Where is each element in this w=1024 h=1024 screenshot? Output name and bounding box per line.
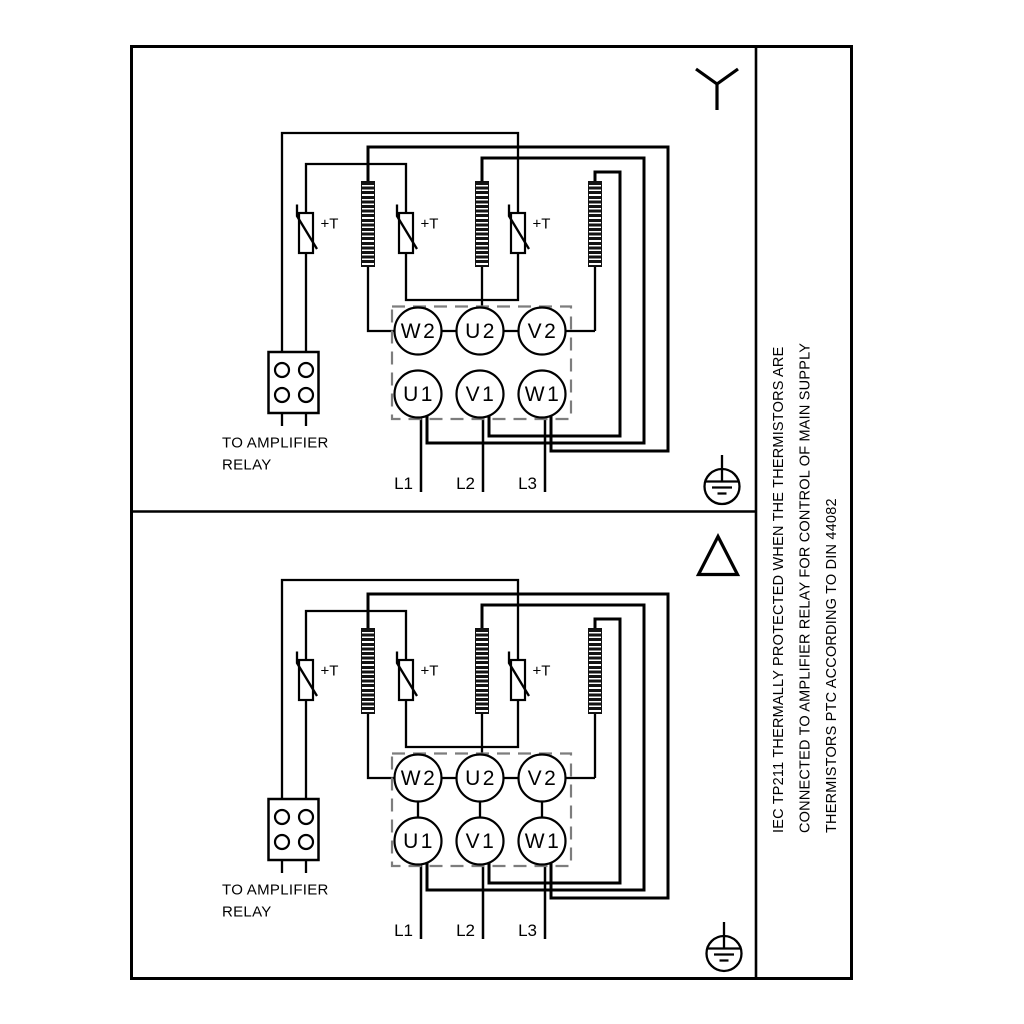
relay-contact	[275, 363, 289, 377]
star-icon	[696, 69, 738, 110]
thermistor-1	[297, 205, 338, 254]
supply-label-l3: L3	[518, 921, 537, 940]
terminal-v1	[457, 371, 504, 418]
ground-icon	[705, 455, 740, 504]
terminal-label: U2	[465, 767, 497, 790]
wire-thermistor2-thermistor3	[406, 253, 518, 300]
supply-label-l3: L3	[518, 474, 537, 493]
side-note-line1: IEC TP211 THERMALLY PROTECTED WHEN THE THERMISTORS ARE	[771, 346, 787, 833]
thermistor-label: +T	[532, 662, 551, 680]
terminal-label: V1	[465, 830, 497, 853]
relay-caption-line2: RELAY	[222, 903, 272, 921]
terminal-label: V2	[527, 767, 559, 790]
thermistor-label: +T	[320, 662, 339, 680]
terminal-v2	[519, 755, 566, 802]
thermistor-2	[397, 205, 438, 254]
side-note-line3: THERMISTORS PTC ACCORDING TO DIN 44082	[824, 498, 840, 833]
terminal-w1	[519, 371, 566, 418]
terminal-w2	[395, 308, 442, 355]
thermistor-3	[509, 652, 550, 701]
winding-coil-1	[361, 628, 375, 714]
delta-panel	[222, 537, 742, 972]
winding-coil-2	[475, 181, 489, 267]
side-note-line2: CONNECTED TO AMPLIFIER RELAY FOR CONTROL OF MAIN SUPPLY	[797, 342, 814, 833]
terminal-label: U1	[403, 830, 435, 853]
wire-thermistor2-thermistor3	[406, 700, 518, 747]
terminal-label: V2	[527, 320, 559, 343]
relay-contact-block	[269, 352, 319, 413]
relay-caption-line2: RELAY	[222, 456, 272, 474]
relay-contact	[299, 810, 313, 824]
winding-coil-3	[588, 181, 602, 267]
relay-lead-stubs	[282, 413, 306, 426]
wire-thermistor1-thermistor2	[306, 164, 406, 213]
terminal-label: W1	[524, 383, 562, 406]
relay-box	[269, 352, 319, 413]
supply-label-l1: L1	[394, 474, 413, 493]
relay-caption-line1: TO AMPLIFIER	[222, 434, 329, 452]
winding-coil-2	[475, 628, 489, 714]
terminal-u2	[457, 755, 504, 802]
terminal-label: V1	[465, 383, 497, 406]
winding-coil-3	[588, 628, 602, 714]
relay-contact	[299, 835, 313, 849]
relay-contact	[275, 810, 289, 824]
relay-contact	[275, 835, 289, 849]
relay-contact-block	[269, 799, 319, 860]
terminal-v1	[457, 818, 504, 865]
terminal-label: U1	[403, 383, 435, 406]
terminal-label: W1	[524, 830, 562, 853]
relay-box	[269, 799, 319, 860]
terminal-u1	[395, 371, 442, 418]
wire-thermistor1-thermistor2	[306, 611, 406, 660]
relay-contact	[299, 388, 313, 402]
delta-icon	[699, 537, 738, 575]
supply-label-l2: L2	[456, 921, 475, 940]
thermistor-label: +T	[320, 215, 339, 233]
supply-label-l1: L1	[394, 921, 413, 940]
terminal-u2	[457, 308, 504, 355]
relay-contact	[299, 363, 313, 377]
delta-triangle	[699, 537, 738, 575]
terminal-label: W2	[400, 767, 438, 790]
terminal-w2	[395, 755, 442, 802]
thermistor-label: +T	[532, 215, 551, 233]
relay-contact	[275, 388, 289, 402]
thermistor-label: +T	[420, 215, 439, 233]
supply-label-l2: L2	[456, 474, 475, 493]
thermistor-3	[509, 205, 550, 254]
winding-coil-1	[361, 181, 375, 267]
relay-caption-line1: TO AMPLIFIER	[222, 881, 329, 899]
terminal-v2	[519, 308, 566, 355]
thermistor-1	[297, 652, 338, 701]
thermistor-label: +T	[420, 662, 439, 680]
terminal-label: W2	[400, 320, 438, 343]
side-note	[771, 343, 840, 833]
thermistor-2	[397, 652, 438, 701]
relay-lead-stubs	[282, 860, 306, 873]
terminal-w1	[519, 818, 566, 865]
ground-icon	[707, 922, 742, 971]
star-panel	[222, 69, 740, 504]
terminal-label: U2	[465, 320, 497, 343]
terminal-u1	[395, 818, 442, 865]
